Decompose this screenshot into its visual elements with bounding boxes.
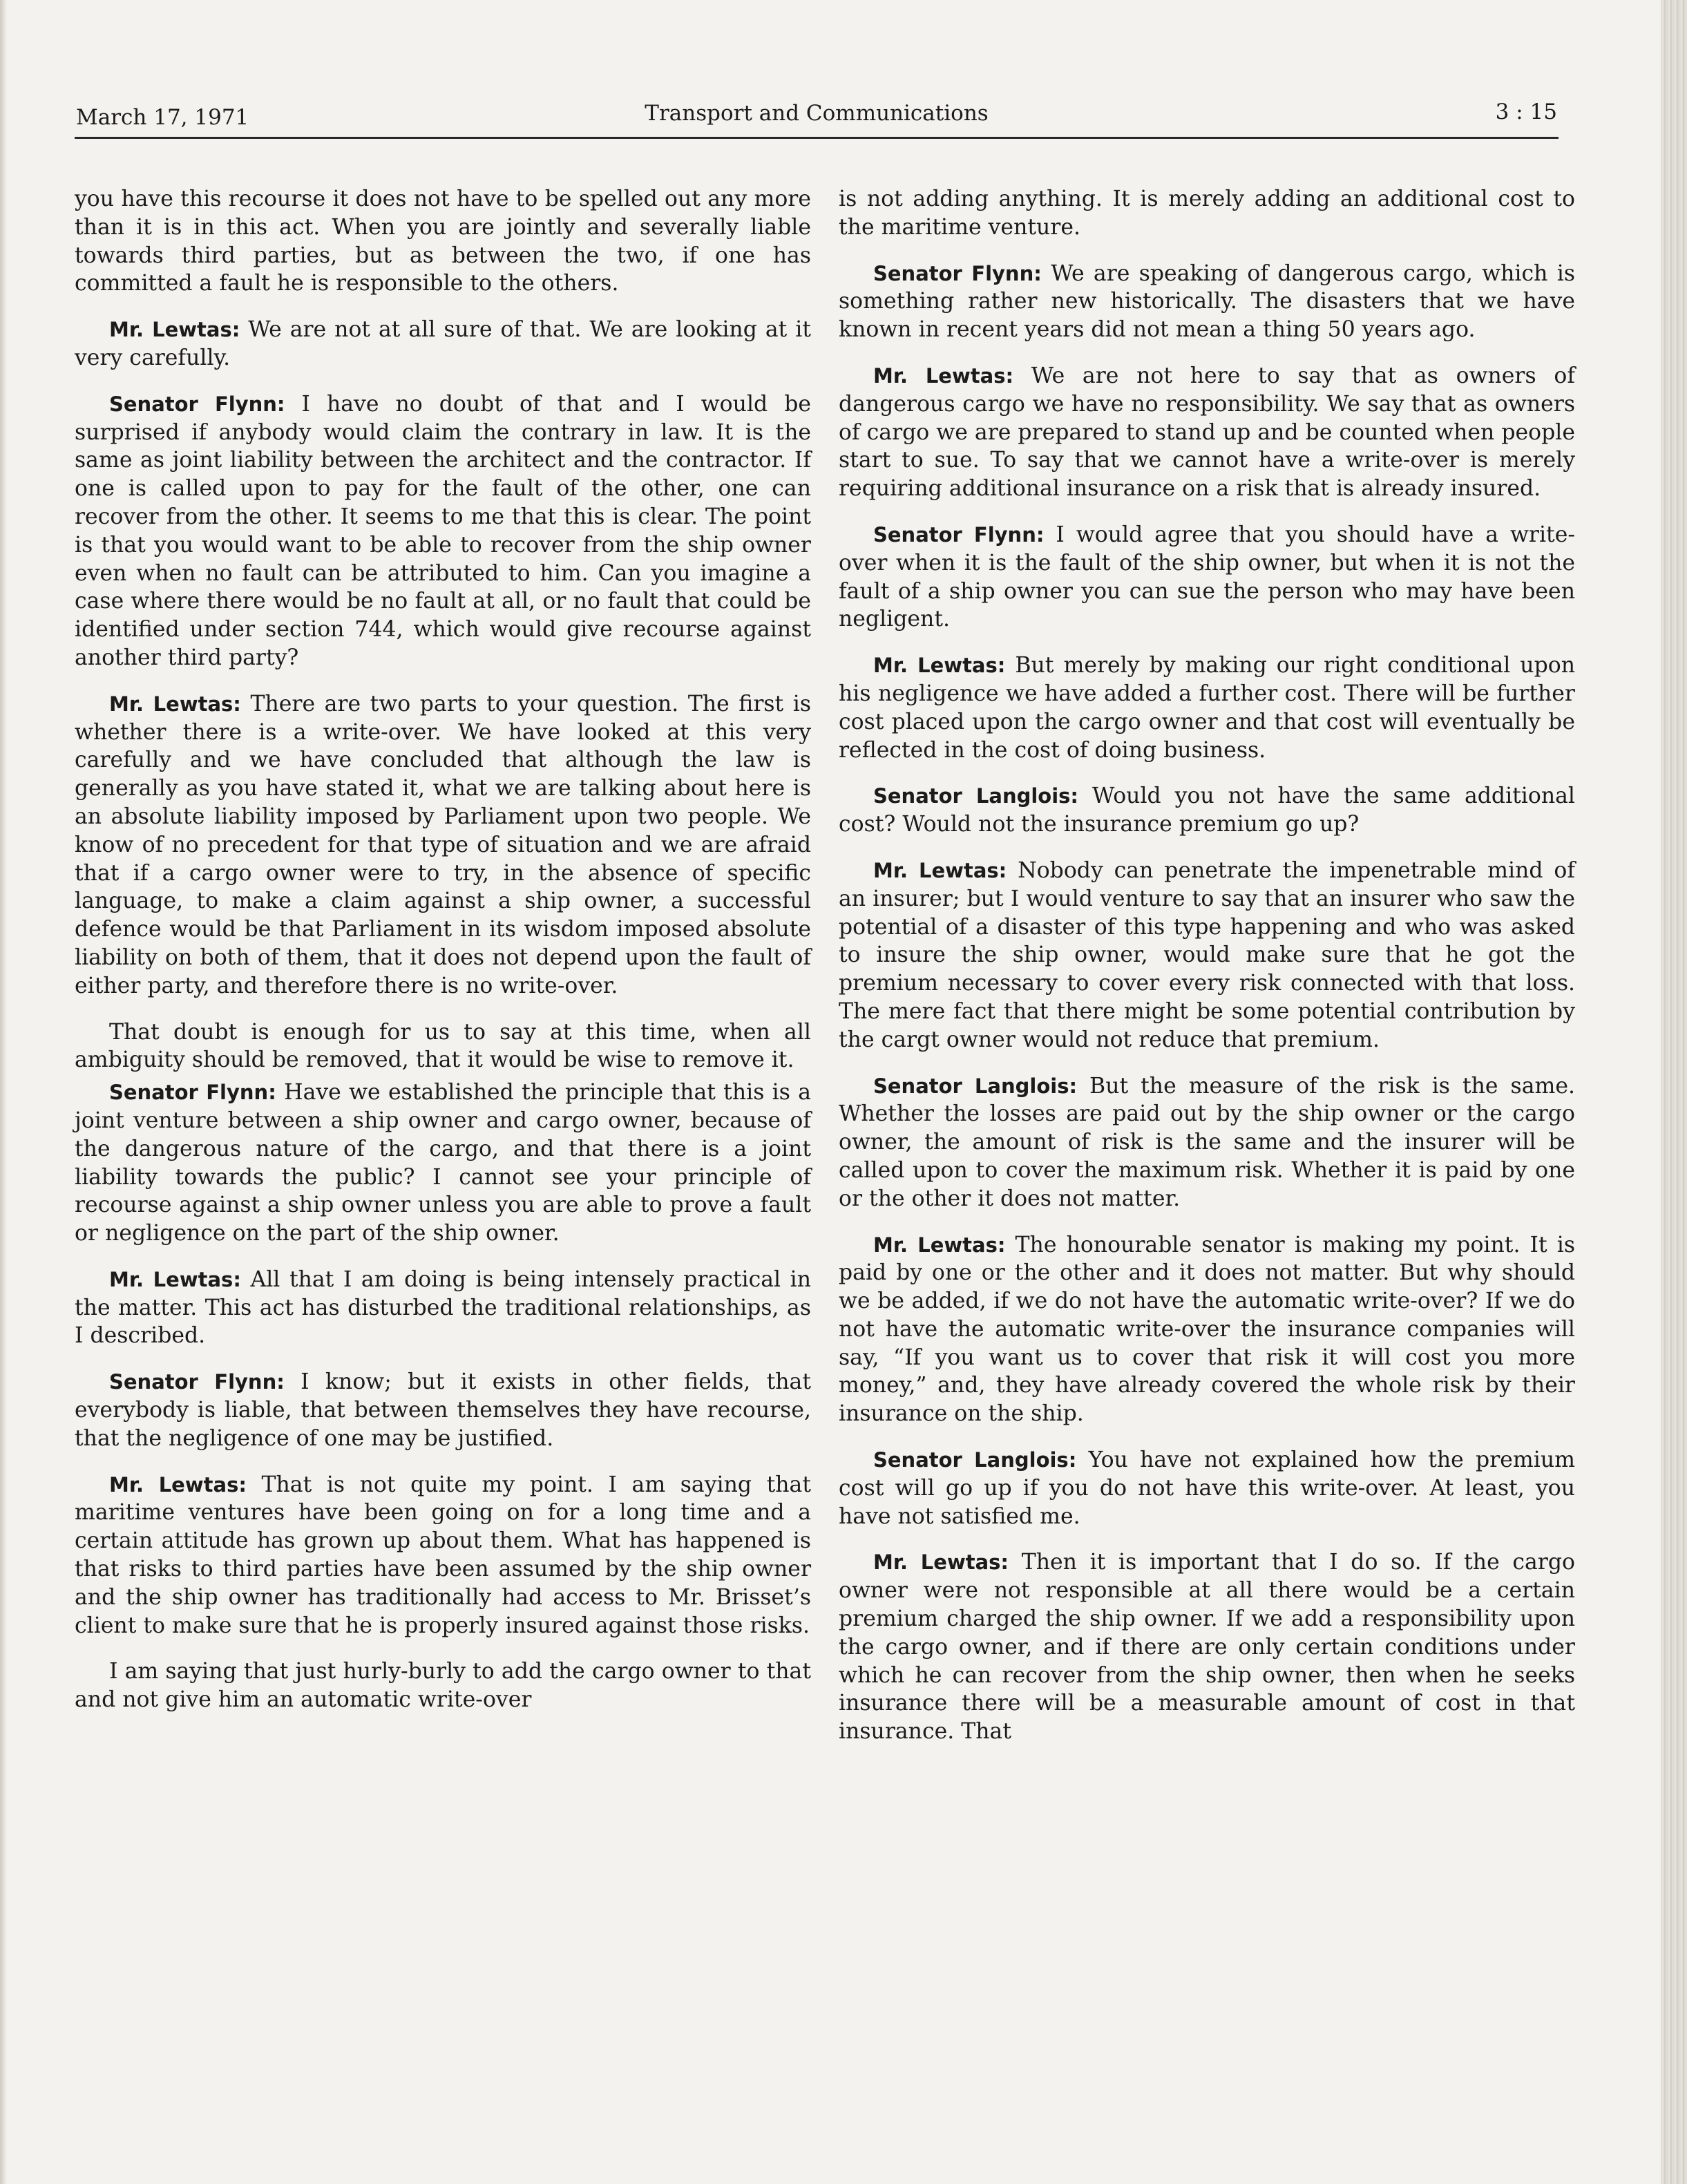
running-header [75,98,1559,139]
speaker-name: Mr. Lewtas: [873,654,1006,678]
header-date: March 17, 1971 [76,105,249,130]
paragraph [75,1018,811,1075]
speaker-name: Mr. Lewtas: [109,318,240,342]
speaker-name: Senator Flynn: [109,1081,276,1105]
paragraph-text: I would agree that you should have a write-over when it is the fault of the ship owner, but when it is not the fault of a ship owner you can sue the person who may have been negligent. [839,522,1575,632]
paragraph-text: But merely by making our right conditional upon his negligence we have added a further cost. There will be further cost placed upon the cargo owner and that cost will eventually be reflected in the cost of doing business. [839,653,1575,763]
paragraph [75,1079,811,1248]
speaker-name: Senator Langlois: [873,1074,1078,1098]
right-column [839,185,1575,1764]
speaker-name: Mr. Lewtas: [873,1233,1006,1257]
speaker-name: Senator Langlois: [873,1448,1077,1472]
paragraph [839,362,1575,503]
paragraph [839,1548,1575,1746]
paragraph [75,185,811,298]
paragraph-text: That doubt is enough for us to say at this time, when all ambiguity should be removed, that it would be wise to remove it. [75,1019,811,1073]
paragraph [839,185,1575,242]
paragraph [839,652,1575,764]
page-gutter-shadow [0,0,7,2184]
paragraph-text: I have no doubt of that and I would be surprised if anybody would claim the contrary in law. It is the same as joint liability between the architect and the contractor. If one is called upon to pay for the fault of the other, one can recover from the other. It seems to me that this is clear. The point is that you would want to be able to recover from the ship owner even when no fault can be attributed to him. Can you imagine a case where there would be no fault at all, or no fault that could be identified under section 744, which would give recourse against another third party? [75,391,811,670]
speaker-name: Mr. Lewtas: [109,1267,241,1291]
speaker-name: Mr. Lewtas: [109,692,241,716]
speaker-name: Senator Flynn: [873,261,1042,285]
speaker-name: Senator Flynn: [109,392,285,416]
paragraph [839,521,1575,634]
paragraph-text: I know; but it exists in other fields, that everybody is liable, that between themselves they have recourse, that the negligence of one may be justified. [75,1369,811,1451]
paragraph-text: But the measure of the risk is the same. Whether the losses are paid out by the ship owner or the cargo owner, the amount of risk is the same and the insurer will be called upon to cover the maximum risk. Whether it is paid by one or the other it does not matter. [839,1073,1575,1211]
speaker-name: Mr. Lewtas: [873,363,1014,388]
paragraph-text: That is not quite my point. I am saying that maritime ventures have been going on for a long time and a certain attitude has grown up about them. What has happened is that risks to third parties have been assumed by the ship owner and the ship owner has traditionally had access to Mr. Brisset’s client to make sure that he is properly insured against those risks. [75,1472,811,1638]
paragraph [839,1072,1575,1213]
paragraph-text: Would you not have the same additional cost? Would not the insurance premium go up? [839,784,1575,837]
speaker-name: Senator Langlois: [873,784,1079,808]
speaker-name: Mr. Lewtas: [109,1472,247,1497]
paragraph [75,316,811,372]
paragraph-text: There are two parts to your question. The first is whether there is a write-over. We have looked at this very carefully and we have concluded that although the law is generally as you have stated it, what we are talking about here is an absolute liability imposed by Parliament upon two people. We know of no precedent for that type of situation and we are afraid that if a cargo owner were to try, in the absence of specific language, to make a claim against a ship owner, a successful defence would be that Parliament in its wisdom imposed absolute liability on both of them, that it does not depend upon the fault of either party, and therefore there is no write-over. [75,691,811,998]
header-page-number: 3 : 15 [1495,99,1557,124]
speaker-name: Mr. Lewtas: [873,858,1007,882]
paragraph [75,390,811,672]
paragraph-text: is not adding anything. It is merely adding an additional cost to the maritime venture. [839,187,1575,240]
paragraph [75,690,811,1000]
page-edges [1661,0,1687,2184]
paragraph-text: We are not here to say that as owners of dangerous cargo we have no responsibility. We say that as owners of cargo we are prepared to stand up and be counted when people start to sue. To say that we cannot have a write-over is merely requiring additional insurance on a risk that is already insured. [839,363,1575,502]
paragraph [75,1658,811,1714]
speaker-name: Senator Flynn: [109,1370,285,1394]
left-column [75,185,811,1718]
speaker-name: Senator Flynn: [873,522,1045,547]
paragraph [75,1266,811,1350]
paragraph-text: Nobody can penetrate the impenetrable mind of an insurer; but I would venture to say that an insurer who saw the potential of a disaster of this type happening and who was asked to insure the ship owner, would make sure that he got the premium necessary to cover every risk connected with that loss. The mere fact that there might be some potential contribution by the cargt owner would not reduce that premium. [839,857,1575,1052]
speaker-name: Mr. Lewtas: [873,1550,1009,1575]
paragraph-text: All that I am doing is being intensely practical in the matter. This act has disturbed the traditional relationships, as I described. [75,1266,811,1349]
paragraph-text: We are speaking of dangerous cargo, which is something rather new historically. The disasters that we have known in recent years did not mean a thing 50 years ago. [839,260,1575,343]
paragraph [75,1368,811,1452]
header-title: Transport and Communications [645,101,989,126]
paragraph-text: Have we established the principle that this is a joint venture between a ship owner and cargo owner, because of the dangerous nature of the cargo, and that there is a joint liability towards the public? I cannot see your principle of recourse against a ship owner unless you are able to prove a fault or negligence on the part of the ship owner. [75,1080,811,1246]
paragraph [839,857,1575,1054]
paragraph-text: Then it is important that I do so. If the cargo owner were not responsible at all there would be a certain premium charged the ship owner. If we add a responsibility upon the cargo owner, and if there are only certain conditions under which he can recover from the ship owner, then when he seeks insurance there will be a measurable amount of cost in that insurance. That [839,1550,1575,1745]
paragraph-text: We are not at all sure of that. We are looking at it very carefully. [75,317,811,370]
paragraph-text: You have not explained how the premium cost will go up if you do not have this write-over. At least, you have not satisfied me. [839,1447,1575,1529]
paragraph-text: I am saying that just hurly-burly to add the cargo owner to that and not give him an automatic write-over [75,1659,811,1713]
paragraph [839,1231,1575,1429]
paragraph-text: you have this recourse it does not have to be spelled out any more than it is in this act. When you are jointly and severally liable towards third parties, but as between the two, if one has committed a fault he is responsible to the others. [75,187,811,296]
paragraph [839,782,1575,839]
paragraph-text: The honourable senator is making my point. It is paid by one or the other and it does not matter. But why should we be added, if we do not have the automatic write-over? If we do not have the automatic write-over the insurance companies will say, “If you want us to cover that risk it will cost you more money,” and, they have already covered the whole risk by their insurance on the ship. [839,1232,1575,1427]
paragraph [839,1446,1575,1530]
paragraph [839,260,1575,344]
paragraph [75,1471,811,1640]
